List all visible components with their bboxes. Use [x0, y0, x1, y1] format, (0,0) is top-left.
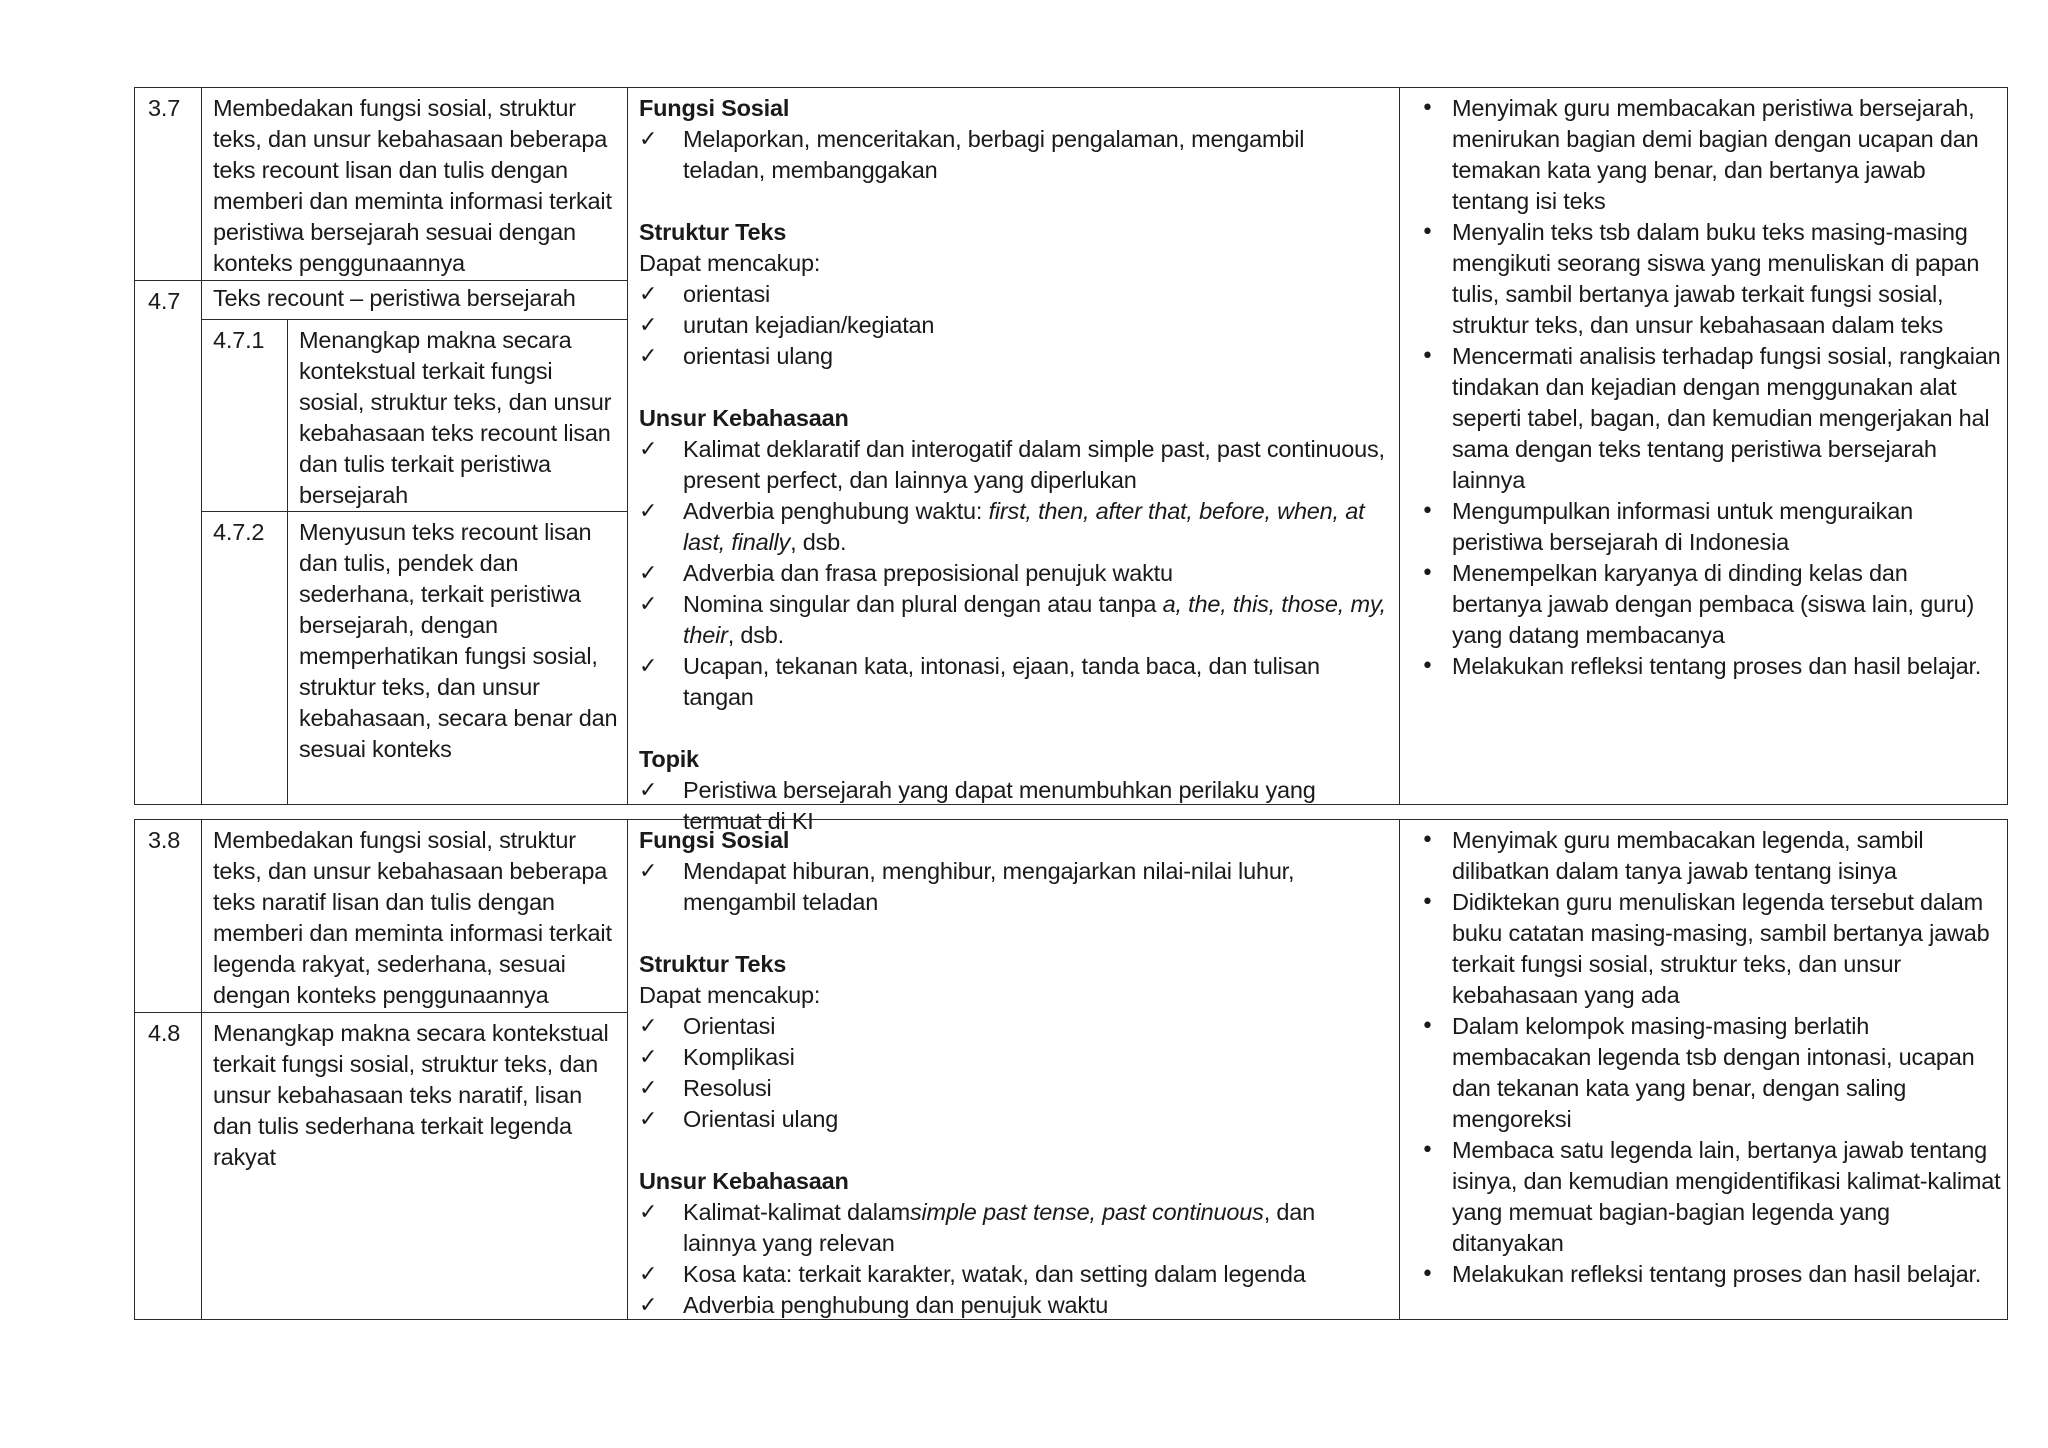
table-kd-3-7	[134, 87, 2008, 834]
unsur-item: ✓ Adverbia dan frasa preposisional penujuk waktu	[639, 558, 1391, 589]
kd-code-4-8: 4.8	[148, 1020, 181, 1046]
unsur-item: ✓ Kalimat deklaratif dan interogatif dalam simple past, past continuous, present perfect, dan lainnya yang diperlukan	[639, 434, 1391, 496]
struktur-teks-heading: Struktur Teks	[639, 219, 787, 245]
struktur-item: ✓ Resolusi	[639, 1073, 1391, 1104]
kd-text-4-7: Teks recount – peristiwa bersejarah	[213, 285, 576, 311]
kd-text-4-8: Menangkap makna secara kontekstual terkait fungsi sosial, struktur teks, dan unsur kebahasaan teks naratif, lisan dan tulis sederhana terkait legenda rakyat	[213, 1020, 609, 1170]
struktur-item: ✓ orientasi	[639, 279, 1391, 310]
unsur-item: ✓ Adverbia penghubung dan penujuk waktu	[639, 1290, 1391, 1321]
sub-code-4-7-1: 4.7.1	[213, 327, 265, 353]
unsur-item: ✓ Nomina singular dan plural dengan atau tanpa a, the, this, those, my, their, dsb.	[639, 589, 1391, 651]
kd-code-3-7: 3.7	[148, 95, 181, 121]
kd-code-4-7: 4.7	[148, 288, 181, 314]
table-kd-3-8	[134, 819, 2008, 1320]
kegiatan-item: • Menyimak guru membacakan peristiwa bersejarah, menirukan bagian demi bagian dengan ucapan dan temakan kata yang benar, dan bertanya jawab tentang isi teks	[1408, 93, 2003, 217]
unsur-kebahasaan-heading: Unsur Kebahasaan	[639, 405, 849, 431]
sub-text-4-7-1: Menangkap makna secara kontekstual terkait fungsi sosial, struktur teks, dan unsur kebahasaan teks recount lisan dan tulis terkait peristiwa bersejarah	[299, 327, 612, 508]
kd-text-3-7: Membedakan fungsi sosial, struktur teks, dan unsur kebahasaan beberapa teks recount lisan dan tulis dengan memberi dan meminta informasi terkait peristiwa bersejarah sesuai dengan konteks penggunaannya	[213, 95, 612, 276]
kegiatan-item: • Membaca satu legenda lain, bertanya jawab tentang isinya, dan kemudian mengidentifikasi kalimat-kalimat yang memuat bagian-bagian legenda yang ditanyakan	[1408, 1135, 2003, 1259]
unsur-item: ✓ Kalimat-kalimat dalamsimple past tense, past continuous, dan lainnya yang relevan	[639, 1197, 1391, 1259]
kegiatan-pembelajaran	[1399, 88, 2009, 682]
fungsi-sosial-heading: Fungsi Sosial	[639, 827, 790, 853]
unsur-kebahasaan-heading: Unsur Kebahasaan	[639, 1168, 849, 1194]
topik-item: ✓ Peristiwa bersejarah yang dapat menumbuhkan perilaku yang termuat di KI	[639, 775, 1391, 837]
fungsi-sosial-heading: Fungsi Sosial	[639, 95, 790, 121]
kd-text-3-8: Membedakan fungsi sosial, struktur teks, dan unsur kebahasaan beberapa teks naratif lisan dan tulis dengan memberi dan meminta informasi terkait legenda rakyat, sederhana, sesuai dengan konteks penggunaannya	[213, 827, 612, 1008]
struktur-item: ✓ Orientasi	[639, 1011, 1391, 1042]
struktur-intro: Dapat mencakup:	[639, 250, 821, 276]
unsur-item: ✓ Adverbia penghubung waktu: first, then, after that, before, when, at last, finally, dsb.	[639, 496, 1391, 558]
materi-pokok	[627, 820, 1399, 1321]
kegiatan-item: • Melakukan refleksi tentang proses dan hasil belajar.	[1408, 1259, 2003, 1290]
kegiatan-item: • Menempelkan karyanya di dinding kelas dan bertanya jawab dengan pembaca (siswa lain, guru) yang datang membacanya	[1408, 558, 2003, 651]
fungsi-item: ✓ Mendapat hiburan, menghibur, mengajarkan nilai-nilai luhur, mengambil teladan	[639, 856, 1391, 918]
kegiatan-item: • Menyimak guru membacakan legenda, sambil dilibatkan dalam tanya jawab tentang isinya	[1408, 825, 2003, 887]
struktur-item: ✓ orientasi ulang	[639, 341, 1391, 372]
struktur-teks-heading: Struktur Teks	[639, 951, 787, 977]
topik-heading: Topik	[639, 746, 699, 772]
materi-pokok	[627, 88, 1399, 837]
struktur-item: ✓ Orientasi ulang	[639, 1104, 1391, 1135]
kegiatan-item: • Dalam kelompok masing-masing berlatih membacakan legenda tsb dengan intonasi, ucapan dan tekanan kata yang benar, dengan saling mengoreksi	[1408, 1011, 2003, 1135]
sub-code-4-7-2: 4.7.2	[213, 519, 265, 545]
kegiatan-item: • Mencermati analisis terhadap fungsi sosial, rangkaian tindakan dan kejadian dengan menggunakan alat seperti tabel, bagan, dan kemudian mengerjakan hal sama dengan teks tentang peristiwa bersejarah lainnya	[1408, 341, 2003, 496]
sub-text-4-7-2: Menyusun teks recount lisan dan tulis, pendek dan sederhana, terkait peristiwa bersejarah, dengan memperhatikan fungsi sosial, struktur teks, dan unsur kebahasaan, secara benar dan sesuai konteks	[299, 519, 618, 762]
unsur-item: ✓ Ucapan, tekanan kata, intonasi, ejaan, tanda baca, dan tulisan tangan	[639, 651, 1391, 713]
kegiatan-item: • Menyalin teks tsb dalam buku teks masing-masing mengikuti seorang siswa yang menuliskan di papan tulis, sambil bertanya jawab terkait fungsi sosial, struktur teks, dan unsur kebahasaan dalam teks	[1408, 217, 2003, 341]
struktur-intro: Dapat mencakup:	[639, 982, 821, 1008]
struktur-item: ✓ urutan kejadian/kegiatan	[639, 310, 1391, 341]
kegiatan-item: • Mengumpulkan informasi untuk menguraikan peristiwa bersejarah di Indonesia	[1408, 496, 2003, 558]
fungsi-item: ✓ Melaporkan, menceritakan, berbagi pengalaman, mengambil teladan, membanggakan	[639, 124, 1391, 186]
kegiatan-item: • Didiktekan guru menuliskan legenda tersebut dalam buku catatan masing-masing, sambil bertanya jawab terkait fungsi sosial, struktur teks, dan unsur kebahasaan yang ada	[1408, 887, 2003, 1011]
kegiatan-pembelajaran	[1399, 820, 2009, 1290]
unsur-item: ✓ Kosa kata: terkait karakter, watak, dan setting dalam legenda	[639, 1259, 1391, 1290]
kegiatan-item: • Melakukan refleksi tentang proses dan hasil belajar.	[1408, 651, 2003, 682]
struktur-item: ✓ Komplikasi	[639, 1042, 1391, 1073]
kd-code-3-8: 3.8	[148, 827, 181, 853]
